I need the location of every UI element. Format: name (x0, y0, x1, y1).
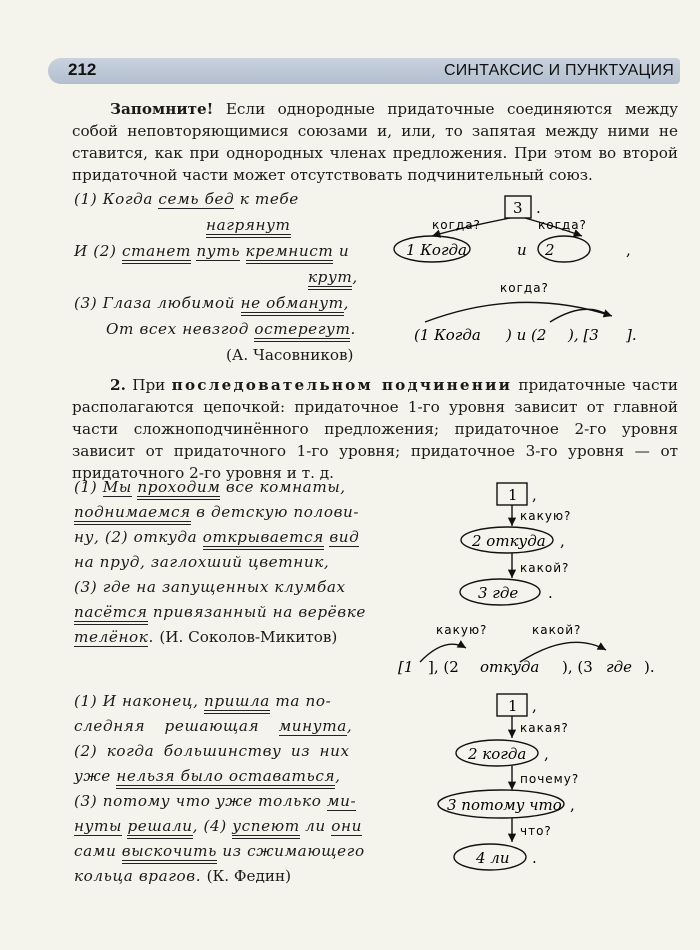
d2-question-2: какой? (520, 561, 570, 575)
svg-text:,: , (532, 697, 537, 715)
d2-linear-question-1: какую? (436, 623, 488, 637)
ex2-line-7: телёнок. (И. Соколов-Микитов) (74, 628, 338, 646)
d1-linear-c: ), [3 (568, 326, 599, 344)
svg-text:,: , (532, 486, 537, 504)
ex2-line-4: на пруд, заглохший цветник, (74, 553, 330, 571)
ex2-line-3: ну, (2) откуда открывается вид (74, 528, 359, 546)
ex3-line-8: кольца врагов. (К. Федин) (74, 867, 292, 885)
d1-question-left: когда? (432, 218, 481, 232)
d3-question-3: что? (520, 824, 552, 838)
d2-main-label: 1 (508, 486, 518, 504)
ex3-line-6: нуты решали, (4) успеют ли они (74, 817, 362, 835)
svg-text:.: . (532, 849, 537, 867)
d3-oval-2-label: 3 потому что (447, 796, 562, 814)
d1-linear-d: ]. (626, 326, 637, 344)
d3-oval-3-label: 4 ли (476, 849, 510, 867)
d3-oval-1-label: 2 когда (468, 745, 527, 763)
d2-question-1: какую? (520, 509, 572, 523)
d2-linear-question-2: какой? (532, 623, 582, 637)
d1-question-right: когда? (538, 218, 587, 232)
d2-linear-a: [1 (398, 658, 414, 676)
ex1-author: (А. Часовников) (226, 346, 354, 364)
ex2-line-2: поднимаемся в детскую полови- (74, 503, 359, 521)
d3-main-label: 1 (508, 697, 518, 715)
ex1-line-4: крут, (308, 268, 358, 286)
ex2-line-1: (1) Мы проходим все комнаты, (74, 478, 346, 496)
d1-main-label: 3 (513, 199, 523, 217)
ex3-line-1: (1) И наконец, пришла та по- (74, 692, 331, 710)
ex3-line-4: уже нельзя было оставаться, (74, 767, 341, 785)
d2-oval-1-label: 2 откуда (472, 532, 546, 550)
ex2-author: (И. Соколов-Микитов) (159, 628, 338, 646)
d2-linear-b: ], (2 (428, 658, 459, 676)
svg-text:,: , (544, 745, 549, 763)
ex3-line-2: следняя решающая минута, (74, 717, 353, 735)
section-title: СИНТАКСИС И ПУНКТУАЦИЯ (443, 62, 674, 79)
svg-text:,: , (570, 796, 575, 814)
svg-text:,: , (560, 532, 565, 550)
ex3-line-3: (2) когда большинству из них (74, 742, 350, 760)
ex3-line-5: (3) потому что уже только ми- (74, 792, 357, 810)
page-number: 212 (68, 60, 97, 79)
ex3-author: (К. Федин) (206, 867, 292, 885)
d1-linear-a: (1 Когда (414, 326, 481, 344)
ex3-line-7: сами выскочить из сжимающего (74, 842, 365, 860)
rule-text: Если однородные придаточные соединяются между собой неповторяющимися союзами и, или, то запятая между ними не ставится, как при однородных членах предложения. При этом во второй придаточной части может отсутствовать подчинительный союз. (72, 100, 678, 184)
point2-term: последовательном подчинении (171, 376, 513, 394)
ex1-line-3: И (2) станет путь кремнист и (74, 242, 349, 260)
d2-linear-e: где (606, 658, 632, 676)
d3-question-2: почему? (520, 772, 580, 786)
d1-linear-b: ) и (2 (506, 326, 547, 344)
d2-linear-d: ), (3 (562, 658, 593, 676)
d2-linear-c: откуда (480, 658, 540, 676)
ex1-line-5: (3) Глаза любимой не обманут, (74, 294, 349, 312)
d2-oval-2-label: 3 где (478, 584, 519, 602)
d1-conj: и (517, 241, 527, 259)
svg-text:.: . (536, 199, 541, 217)
ex1-line-6: От всех невзгод остерегут. (106, 320, 356, 338)
d2-linear-f: ). (644, 658, 655, 676)
svg-text:.: . (548, 584, 553, 602)
ex2-line-6: пасётся привязанный на верёвке (74, 603, 366, 621)
d1-question-top: когда? (500, 281, 549, 295)
ex1-line-1: (1) Когда семь бед к тебе (74, 190, 299, 208)
svg-text:,: , (626, 241, 631, 259)
ex1-line-2: нагрянут (206, 216, 291, 234)
point2-paragraph: 2. При последовательном подчинении придаточные части располагаются цепочкой: придаточное 1-го уровня зависит от главной части сложноподчинённого предложения; придаточное 2-го уровня зависит от придаточного 1-го уровня; придаточное 3-го уровня — от придаточного 2-го уровня и т. д. (72, 376, 678, 482)
ex2-line-5: (3) где на запущенных клумбах (74, 578, 346, 596)
d1-oval-2-label: 2 (545, 241, 555, 259)
d1-oval-1-label: 1 Когда (406, 241, 467, 259)
rule-lead: Запомните! (110, 100, 214, 118)
d3-question-1: какая? (520, 721, 569, 735)
